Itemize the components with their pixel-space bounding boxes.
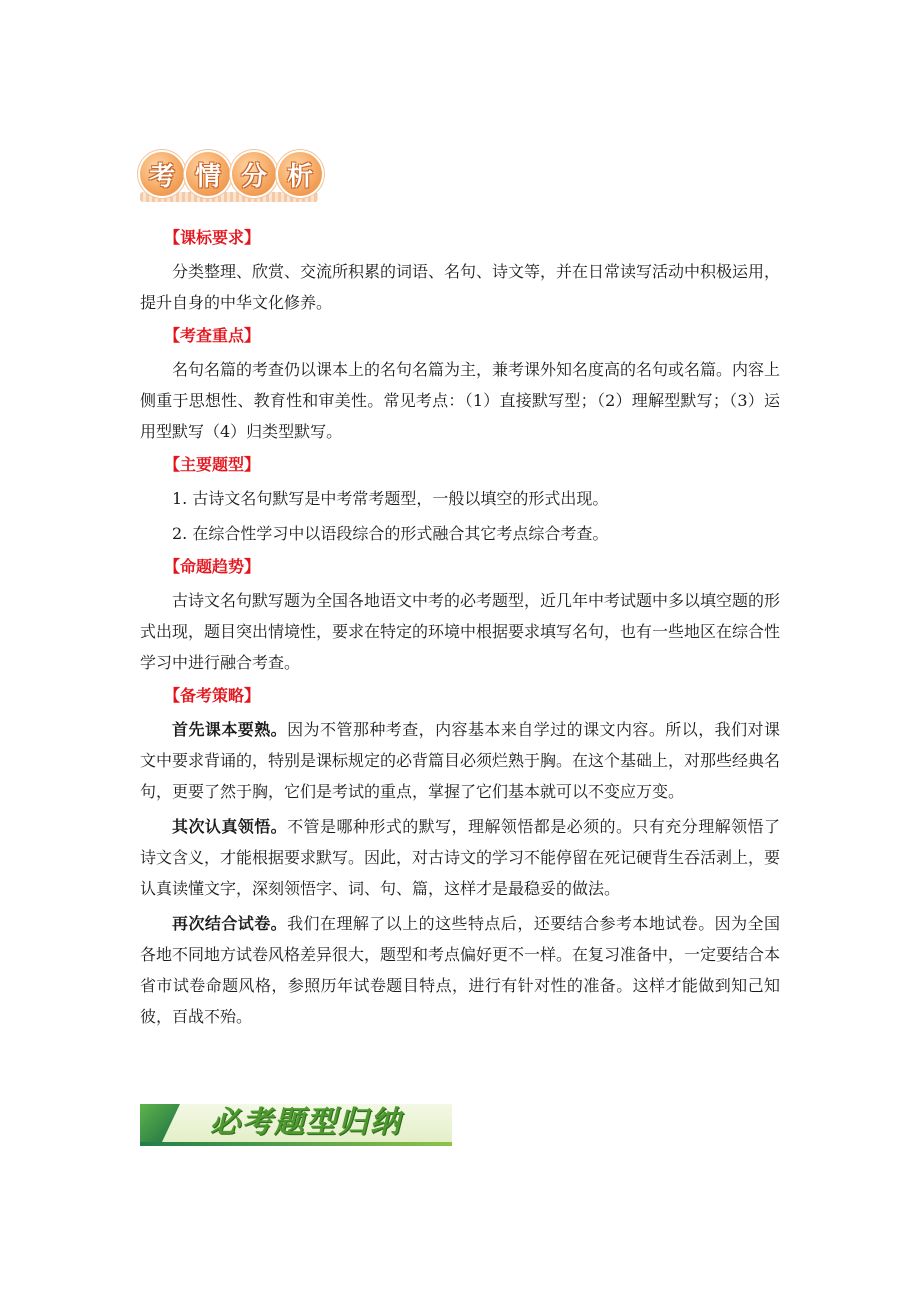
paragraph-body: 我们在理解了以上的这些特点后，还要结合参考本地试卷。因为全国各地不同地方试卷风格差异很大，题型和考点偏好更不一样。在复习准备中，一定要结合本省市试卷命题风格，参照历年试卷题目特点，进行有针对性的准备。这样才能做到知己知彼，百战不殆。 xyxy=(140,914,781,1026)
paragraph-lead: 首先课本要熟。 xyxy=(172,720,288,739)
section-title-qushi: 【命题趋势】 xyxy=(164,557,261,576)
section-title-celue: 【备考策略】 xyxy=(164,686,261,705)
paragraph-kaocha: 名句名篇的考查仍以课本上的名句名篇为主，兼考课外知名度高的名句或名篇。内容上侧重于思想性、教育性和审美性。常见考点：（1）直接默写型；（2）理解型默写；（3）运用型默写（4）归类型默写。 xyxy=(140,360,781,441)
banner-char: 情 xyxy=(186,152,230,196)
paragraph-body: 因为不管那种考查，内容基本来自学过的课文内容。所以，我们对课文中要求背诵的，特别是课标规定的必背篇目必须烂熟于胸。在这个基础上，对那些经典名句，更要了然于胸，它们是考试的重点，掌握了它们基本就可以不变应万变。 xyxy=(140,720,781,801)
section-banner-analysis xyxy=(140,152,318,214)
list-item: 2. 在综合性学习中以语段综合的形式融合其它考点综合考查。 xyxy=(172,524,609,543)
section-title-kaocha: 【考查重点】 xyxy=(164,326,261,345)
paragraph-celue-1 xyxy=(140,714,780,807)
banner-char: 析 xyxy=(278,152,322,196)
paragraph-body: 不管是哪种形式的默写，理解领悟都是必须的。只有充分理解领悟了诗文含义，才能根据要求默写。因此，对古诗文的学习不能停留在死记硬背生吞活剥上，要认真读懂文字，深刻领悟字、词、句、篇，这样才是最稳妥的做法。 xyxy=(140,817,781,898)
paragraph-qushi: 古诗文名句默写题为全国各地语文中考的必考题型，近几年中考试题中多以填空题的形式出现，题目突出情境性，要求在特定的环境中根据要求填写名句，也有一些地区在综合性学习中进行融合考查。 xyxy=(140,591,781,672)
main-content xyxy=(140,224,780,1032)
paragraph-lead: 其次认真领悟。 xyxy=(172,817,288,836)
list-item: 1. 古诗文名句默写是中考常考题型，一般以填空的形式出现。 xyxy=(172,489,609,508)
paragraph-celue-2 xyxy=(140,811,780,904)
banner-char: 考 xyxy=(140,152,184,196)
section-title-tixing: 【主要题型】 xyxy=(164,455,261,474)
section-banner-question-types xyxy=(140,1104,452,1146)
paragraph-lead: 再次结合试卷。 xyxy=(172,914,288,933)
banner-underline xyxy=(140,1142,452,1146)
section-title-kebiao: 【课标要求】 xyxy=(164,228,261,247)
banner-label: 必考题型归纳 xyxy=(210,1105,402,1140)
paragraph-celue-3 xyxy=(140,908,780,1032)
paragraph-kebiao: 分类整理、欣赏、交流所积累的词语、名句、诗文等，并在日常读写活动中积极运用，提升自身的中华文化修养。 xyxy=(140,262,781,312)
banner-char: 分 xyxy=(232,152,276,196)
